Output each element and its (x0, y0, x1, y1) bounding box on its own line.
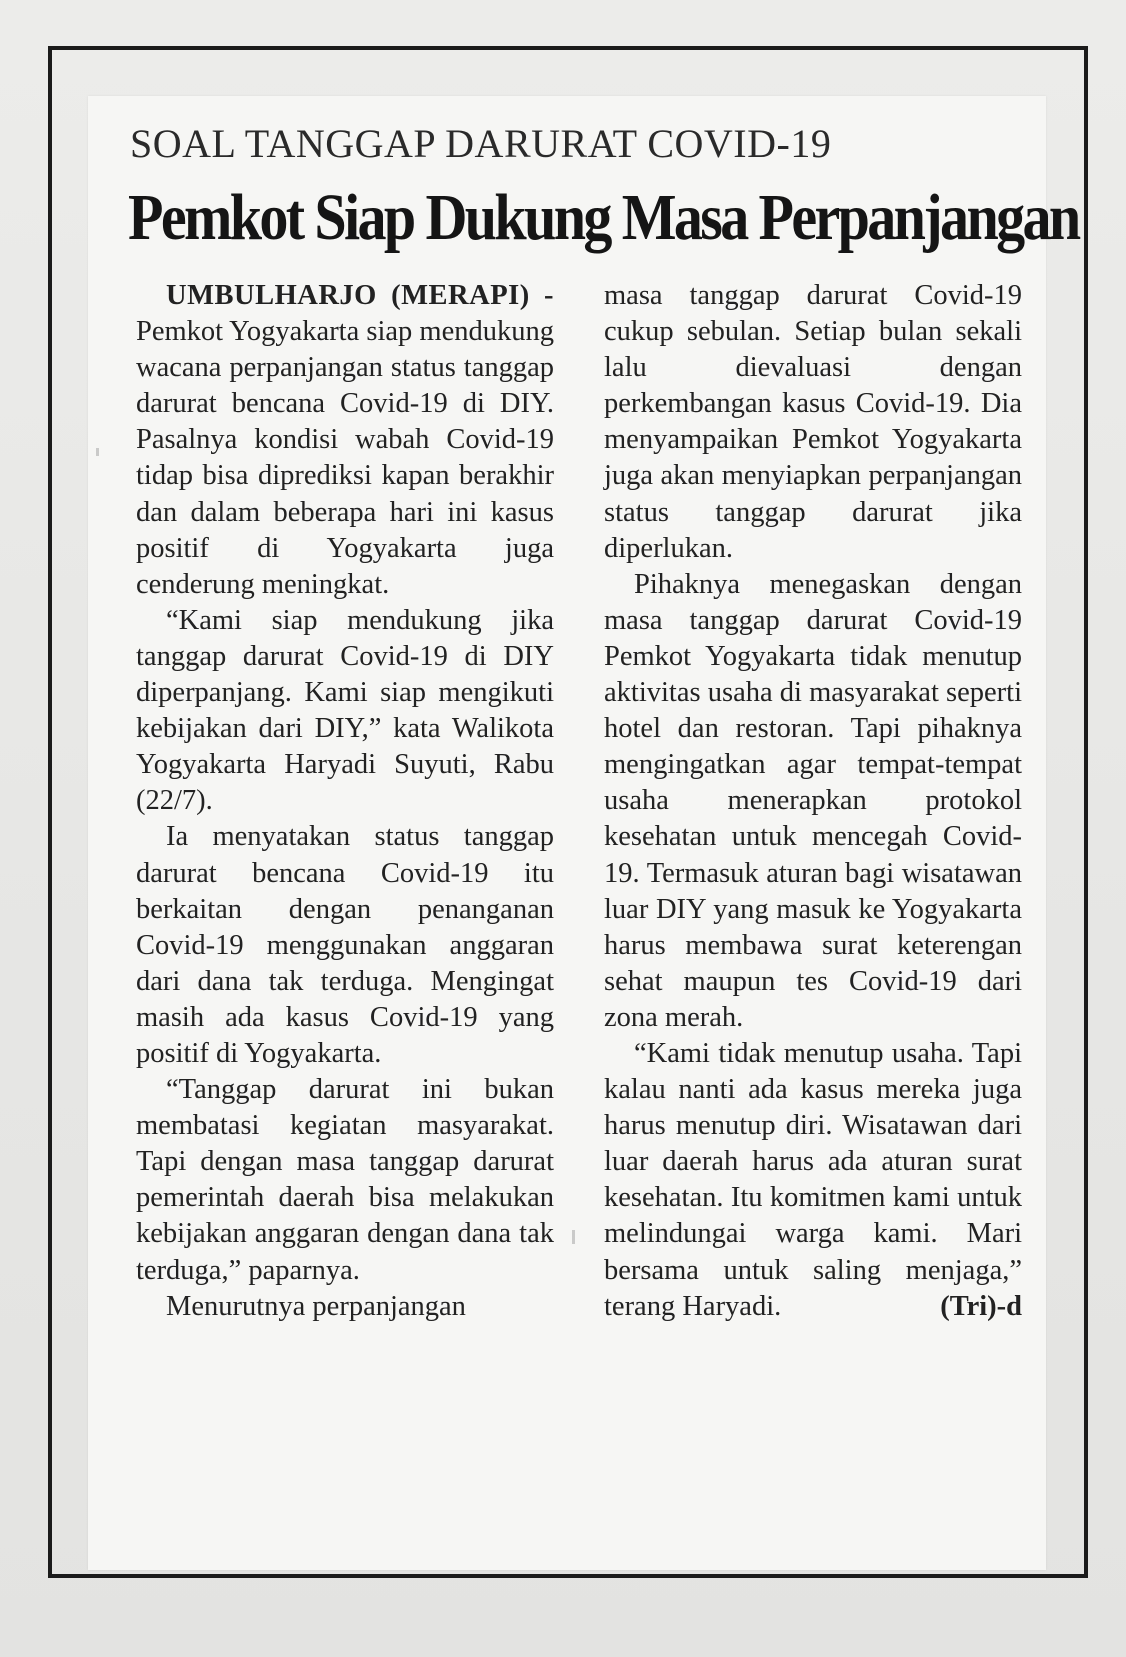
article-signature: (Tri)-d (940, 1290, 1022, 1322)
article-kicker: SOAL TANGGAP DARURAT COVID-19 (130, 121, 832, 166)
article-paragraph (136, 278, 554, 603)
article-column-left (136, 278, 554, 1325)
article-paragraph: “Kami tidak menutup usaha. Tapi kalau nanti ada kasus mereka juga harus menutup diri. Wisatawan dari luar daerah harus ada aturan surat kesehatan. Itu komitmen kami untuk melindungai warga kami. Mari bersama untuk saling menjaga,” terang Haryadi. (604, 1037, 1022, 1322)
article-paragraph: masa tanggap darurat Covid-19 cukup sebulan. Setiap bulan sekali lalu dievaluasi dengan perkembangan kasus Covid-19. Dia menyampaikan Pemkot Yogyakarta juga akan menyiapkan perpanjangan status tanggap darurat jika diperlukan. (604, 280, 1022, 564)
paragraph-text: Pemkot Yogyakarta siap mendukung wacana perpanjangan status tanggap darurat bencana Covid-19 di DIY. Pasalnya kondisi wabah Covid-19 tidap bisa diprediksi kapan berakhir dan dalam beberapa hari ini kasus positif di Yogyakarta juga cenderung meningkat. (136, 316, 554, 600)
article-dateline: UMBULHARJO (MERAPI) - (166, 280, 554, 311)
article-paragraph: Ia menyatakan status tanggap darurat bencana Covid-19 itu berkaitan dengan penanganan Covid-19 menggunakan anggaran dari dana tak terduga. Mengingat masih ada kasus Covid-19 yang positif di Yogyakarta. (136, 821, 554, 1069)
article-paragraph: Menurutnya perpanjangan (166, 1290, 466, 1322)
paper-speck (96, 448, 99, 456)
article-headline: Pemkot Siap Dukung Masa Perpanjangan (128, 181, 1079, 254)
article-paragraph: Pihaknya menegaskan dengan masa tanggap darurat Covid-19 Pemkot Yogyakarta tidak menutup aktivitas usaha di masyarakat seperti hotel dan restoran. Tapi pihaknya mengingatkan agar tempat-tempat usaha menerapkan protokol kesehatan untuk mencegah Covid-19. Termasuk aturan bagi wisatawan luar DIY yang masuk ke Yogyakarta harus membawa surat keterengan sehat maupun tes Covid-19 dari zona merah. (604, 568, 1022, 1033)
article-paragraph: “Kami siap mendukung jika tanggap darurat Covid-19 di DIY diperpanjang. Kami siap mengikuti kebijakan dari DIY,” kata Walikota Yogyakarta Haryadi Suyuti, Rabu (22/7). (136, 604, 554, 817)
paper-speck (572, 1230, 575, 1244)
article-column-right (604, 278, 1022, 1325)
article-paragraph: “Tanggap darurat ini bukan membatasi kegiatan masyarakat. Tapi dengan masa tanggap darurat pemerintah daerah bisa melakukan kebijakan anggaran dengan dana tak terduga,” paparnya. (136, 1074, 554, 1286)
